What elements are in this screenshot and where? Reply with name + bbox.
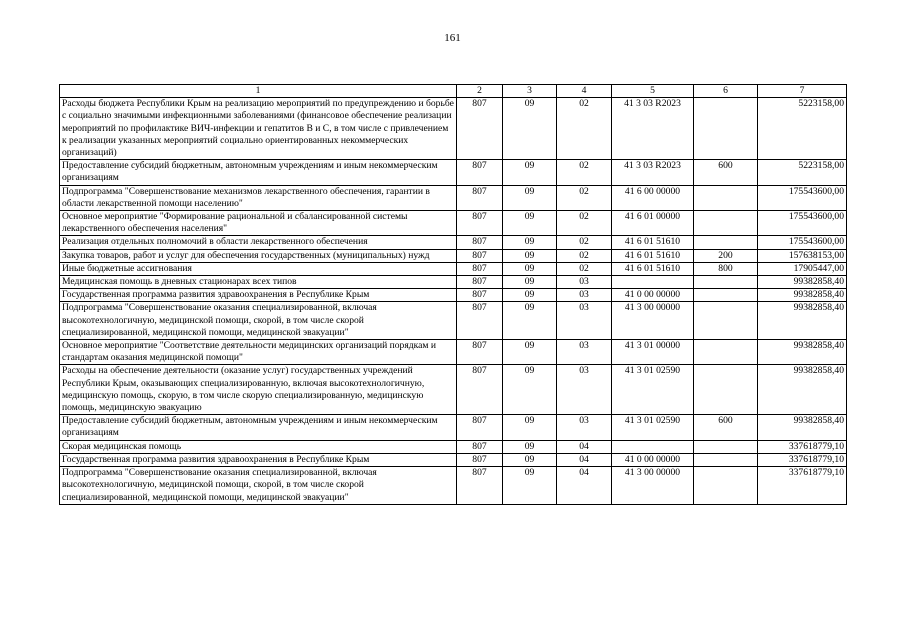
- row-subsection-cell: 03: [557, 289, 612, 302]
- row-name-cell: Предоставление субсидий бюджетным, автономным учреждениям и иным некоммерческим организациям: [60, 415, 457, 440]
- row-code-cell: 807: [457, 211, 503, 236]
- row-name-cell: Расходы на обеспечение деятельности (оказание услуг) государственных учреждений Республики Крым, оказывающих специализированную, включая высокотехнологичную, медицинскую помощь, скорую, в том числе скорую специализированную, медицинскую помощь, медицинскую эвакуацию: [60, 365, 457, 415]
- row-code-cell: 807: [457, 160, 503, 185]
- row-expense-type-cell: [694, 302, 758, 340]
- row-target-article-cell: 41 0 00 00000: [612, 453, 694, 466]
- row-subsection-cell: 02: [557, 211, 612, 236]
- row-target-article-cell: 41 3 00 00000: [612, 467, 694, 505]
- row-name-cell: Скорая медицинская помощь: [60, 440, 457, 453]
- row-amount-cell: 337618779,10: [758, 453, 847, 466]
- row-section-cell: 09: [503, 302, 557, 340]
- row-code-cell: 807: [457, 276, 503, 289]
- table-row: [60, 249, 847, 262]
- row-expense-type-cell: 600: [694, 160, 758, 185]
- row-expense-type-cell: 800: [694, 262, 758, 275]
- table-row: [60, 440, 847, 453]
- table-row: [60, 415, 847, 440]
- row-target-article-cell: 41 3 00 00000: [612, 302, 694, 340]
- table-row: [60, 185, 847, 210]
- row-code-cell: 807: [457, 415, 503, 440]
- row-subsection-cell: 02: [557, 236, 612, 249]
- row-code-cell: 807: [457, 185, 503, 210]
- row-name-cell: Государственная программа развития здравоохранения в Республике Крым: [60, 289, 457, 302]
- row-subsection-cell: 04: [557, 440, 612, 453]
- row-amount-cell: 99382858,40: [758, 302, 847, 340]
- row-amount-cell: 99382858,40: [758, 276, 847, 289]
- row-target-article-cell: 41 0 00 00000: [612, 289, 694, 302]
- row-name-cell: Государственная программа развития здравоохранения в Республике Крым: [60, 453, 457, 466]
- row-section-cell: 09: [503, 98, 557, 160]
- row-target-article-cell: 41 3 01 02590: [612, 415, 694, 440]
- row-target-article-cell: 41 3 01 00000: [612, 340, 694, 365]
- row-target-article-cell: [612, 276, 694, 289]
- row-subsection-cell: 04: [557, 467, 612, 505]
- table-row: [60, 340, 847, 365]
- row-subsection-cell: 04: [557, 453, 612, 466]
- row-code-cell: 807: [457, 98, 503, 160]
- row-expense-type-cell: [694, 365, 758, 415]
- row-section-cell: 09: [503, 440, 557, 453]
- column-header: 7: [758, 85, 847, 98]
- row-subsection-cell: 03: [557, 302, 612, 340]
- row-subsection-cell: 02: [557, 98, 612, 160]
- table-row: [60, 160, 847, 185]
- row-target-article-cell: 41 6 01 51610: [612, 249, 694, 262]
- row-name-cell: Иные бюджетные ассигнования: [60, 262, 457, 275]
- row-name-cell: Подпрограмма "Совершенствование механизмов лекарственного обеспечения, гарантии в области лекарственной помощи населению": [60, 185, 457, 210]
- row-amount-cell: 5223158,00: [758, 160, 847, 185]
- row-amount-cell: 157638153,00: [758, 249, 847, 262]
- column-header: 3: [503, 85, 557, 98]
- row-amount-cell: 175543600,00: [758, 211, 847, 236]
- row-section-cell: 09: [503, 467, 557, 505]
- row-amount-cell: 337618779,10: [758, 467, 847, 505]
- row-expense-type-cell: [694, 467, 758, 505]
- row-name-cell: Расходы бюджета Республики Крым на реализацию мероприятий по предупреждению и борьбе с социально значимыми инфекционными заболеваниями (финансовое обеспечение реализации мероприятий по профилактике ВИЧ-инфекции и гепатитов В и С, в том числе с привлечением к реализации указанных мероприятий социально ориентированных некоммерческих организаций): [60, 98, 457, 160]
- row-name-cell: Предоставление субсидий бюджетным, автономным учреждениям и иным некоммерческим организациям: [60, 160, 457, 185]
- row-subsection-cell: 02: [557, 249, 612, 262]
- table-row: [60, 302, 847, 340]
- row-target-article-cell: 41 6 01 51610: [612, 262, 694, 275]
- row-subsection-cell: 03: [557, 365, 612, 415]
- row-amount-cell: 175543600,00: [758, 236, 847, 249]
- row-name-cell: Подпрограмма "Совершенствование оказания специализированной, включая высокотехнологичную, медицинской помощи, скорой, в том числе скорой специализированной, медицинской помощи, медицинской эвакуации": [60, 302, 457, 340]
- column-header: 1: [60, 85, 457, 98]
- row-expense-type-cell: [694, 440, 758, 453]
- row-target-article-cell: [612, 440, 694, 453]
- row-subsection-cell: 03: [557, 415, 612, 440]
- row-code-cell: 807: [457, 467, 503, 505]
- row-code-cell: 807: [457, 340, 503, 365]
- column-header: 6: [694, 85, 758, 98]
- row-expense-type-cell: [694, 236, 758, 249]
- row-name-cell: Основное мероприятие "Формирование рациональной и сбалансированной системы лекарственного обеспечения населения": [60, 211, 457, 236]
- row-subsection-cell: 03: [557, 276, 612, 289]
- row-section-cell: 09: [503, 340, 557, 365]
- row-amount-cell: 17905447,00: [758, 262, 847, 275]
- row-code-cell: 807: [457, 453, 503, 466]
- budget-table: [59, 84, 847, 505]
- table-row: [60, 276, 847, 289]
- row-section-cell: 09: [503, 262, 557, 275]
- row-amount-cell: 337618779,10: [758, 440, 847, 453]
- row-name-cell: Подпрограмма "Совершенствование оказания специализированной, включая высокотехнологичную, медицинской помощи, скорой, в том числе скорой специализированной, медицинской помощи, медицинской эвакуации": [60, 467, 457, 505]
- row-subsection-cell: 02: [557, 185, 612, 210]
- row-code-cell: 807: [457, 289, 503, 302]
- row-expense-type-cell: [694, 289, 758, 302]
- row-subsection-cell: 02: [557, 262, 612, 275]
- row-name-cell: Основное мероприятие "Соответствие деятельности медицинских организаций порядкам и стандартам оказания медицинской помощи": [60, 340, 457, 365]
- row-section-cell: 09: [503, 185, 557, 210]
- row-target-article-cell: 41 3 03 R2023: [612, 160, 694, 185]
- row-amount-cell: 175543600,00: [758, 185, 847, 210]
- row-expense-type-cell: [694, 98, 758, 160]
- row-expense-type-cell: [694, 340, 758, 365]
- row-expense-type-cell: [694, 185, 758, 210]
- row-code-cell: 807: [457, 440, 503, 453]
- row-target-article-cell: 41 3 03 R2023: [612, 98, 694, 160]
- table-row: [60, 289, 847, 302]
- row-section-cell: 09: [503, 160, 557, 185]
- row-section-cell: 09: [503, 236, 557, 249]
- row-code-cell: 807: [457, 262, 503, 275]
- row-section-cell: 09: [503, 276, 557, 289]
- row-code-cell: 807: [457, 302, 503, 340]
- table-row: [60, 453, 847, 466]
- table-row: [60, 365, 847, 415]
- row-amount-cell: 99382858,40: [758, 340, 847, 365]
- row-amount-cell: 99382858,40: [758, 415, 847, 440]
- row-name-cell: Медицинская помощь в дневных стационарах всех типов: [60, 276, 457, 289]
- table-row: [60, 98, 847, 160]
- row-section-cell: 09: [503, 365, 557, 415]
- column-header: 2: [457, 85, 503, 98]
- row-section-cell: 09: [503, 415, 557, 440]
- row-subsection-cell: 03: [557, 340, 612, 365]
- row-amount-cell: 5223158,00: [758, 98, 847, 160]
- row-code-cell: 807: [457, 236, 503, 249]
- row-expense-type-cell: 600: [694, 415, 758, 440]
- row-amount-cell: 99382858,40: [758, 289, 847, 302]
- row-target-article-cell: 41 3 01 02590: [612, 365, 694, 415]
- row-target-article-cell: 41 6 00 00000: [612, 185, 694, 210]
- row-expense-type-cell: [694, 276, 758, 289]
- row-name-cell: Закупка товаров, работ и услуг для обеспечения государственных (муниципальных) нужд: [60, 249, 457, 262]
- row-target-article-cell: 41 6 01 51610: [612, 236, 694, 249]
- page-number: 161: [444, 32, 461, 44]
- row-section-cell: 09: [503, 453, 557, 466]
- row-subsection-cell: 02: [557, 160, 612, 185]
- row-code-cell: 807: [457, 249, 503, 262]
- row-code-cell: 807: [457, 365, 503, 415]
- table-header-row: [60, 85, 847, 98]
- row-expense-type-cell: [694, 211, 758, 236]
- column-header: 5: [612, 85, 694, 98]
- table-row: [60, 211, 847, 236]
- column-header: 4: [557, 85, 612, 98]
- row-section-cell: 09: [503, 249, 557, 262]
- row-expense-type-cell: [694, 453, 758, 466]
- table-row: [60, 262, 847, 275]
- row-name-cell: Реализация отдельных полномочий в области лекарственного обеспечения: [60, 236, 457, 249]
- row-amount-cell: 99382858,40: [758, 365, 847, 415]
- table-row: [60, 236, 847, 249]
- row-section-cell: 09: [503, 289, 557, 302]
- row-expense-type-cell: 200: [694, 249, 758, 262]
- row-target-article-cell: 41 6 01 00000: [612, 211, 694, 236]
- row-section-cell: 09: [503, 211, 557, 236]
- table-row: [60, 467, 847, 505]
